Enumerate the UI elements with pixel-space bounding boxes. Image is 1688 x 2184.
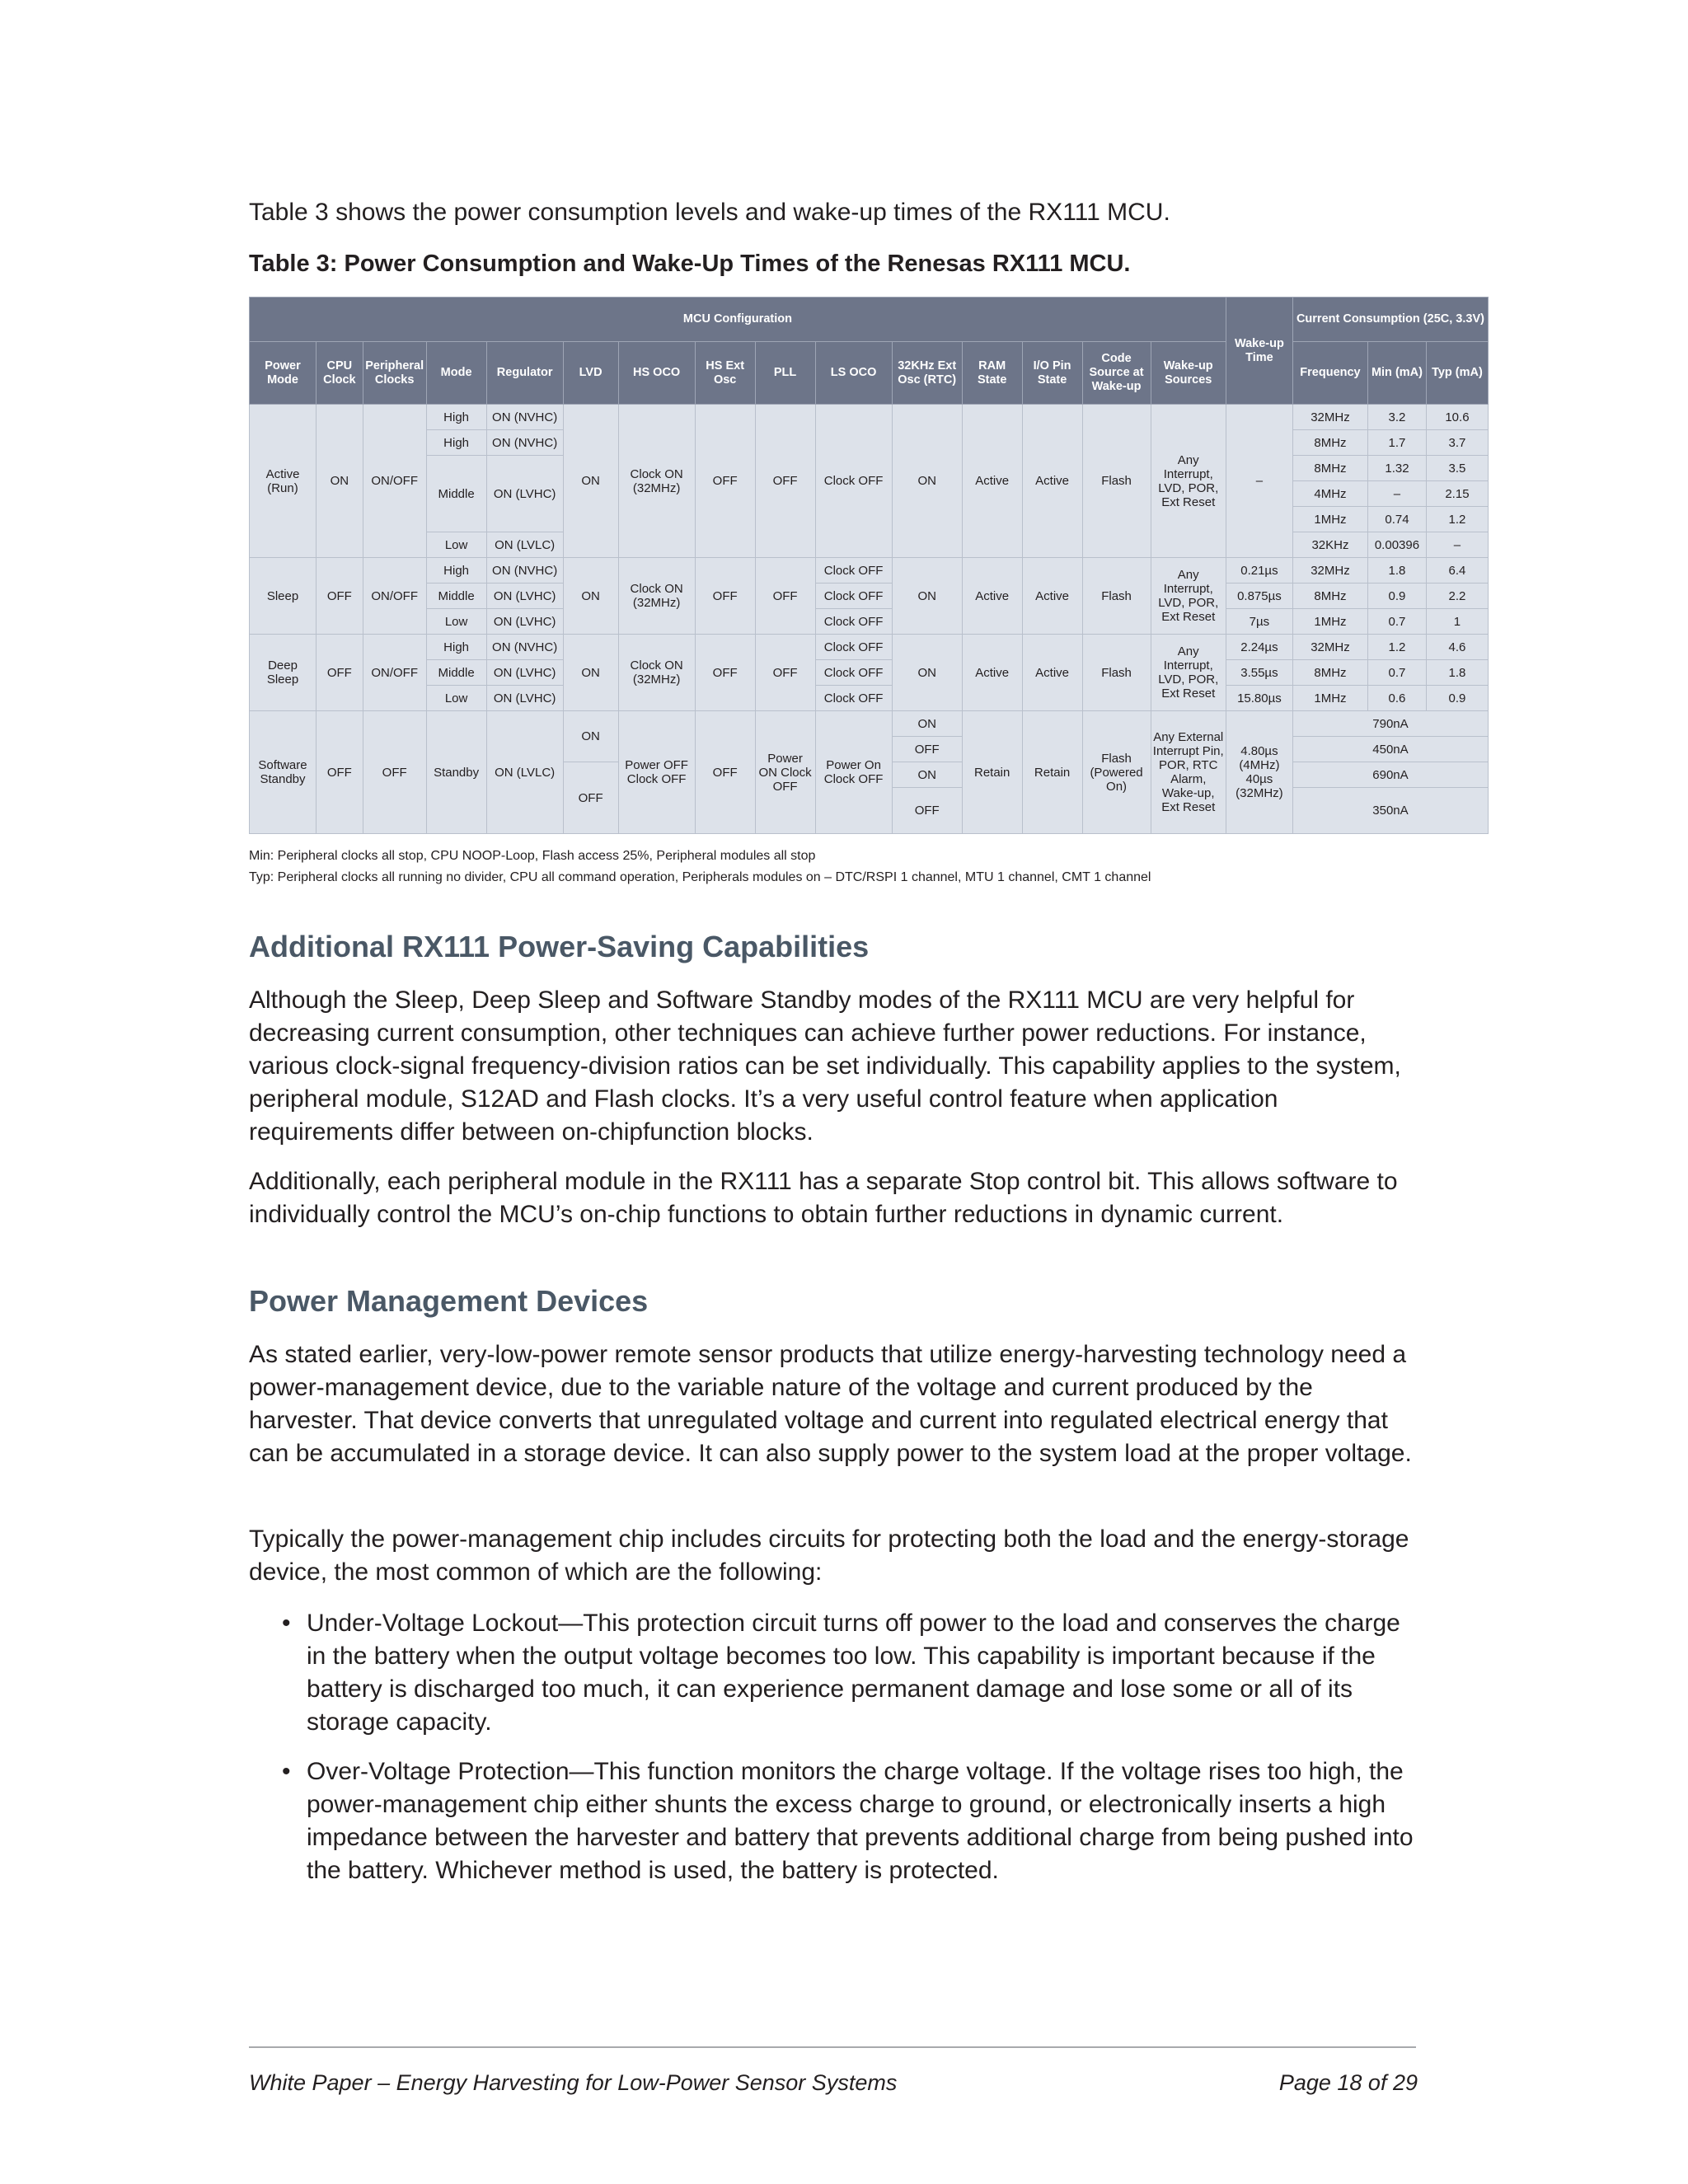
- cell-power-mode: Deep Sleep: [250, 635, 316, 711]
- footer-divider: [249, 2046, 1416, 2048]
- cell-min: 0.7: [1368, 609, 1427, 635]
- bullet-list: [249, 1607, 1419, 1904]
- cell-min: 0.6: [1368, 686, 1427, 711]
- col-header: I/O Pin State: [1022, 342, 1082, 405]
- cell-typ: 10.6: [1426, 405, 1488, 430]
- cell-code-source: Flash: [1082, 405, 1151, 558]
- col-header: Min (mA): [1368, 342, 1427, 405]
- cell-power-mode: Sleep: [250, 558, 316, 635]
- cell-32khz-ext-osc: OFF: [892, 788, 962, 834]
- cell-min: –: [1368, 481, 1427, 507]
- list-item-text: Over-Voltage Protection—This function monitors the charge voltage. If the voltage rises too high, the power-management chip either shunts the excess charge to ground, or electronically inserts a high impedance between the harvester and battery that prevents additional charge from being pushed into the battery. Whichever method is used, the battery is protected.: [307, 1758, 1414, 1884]
- cell-power-mode: Active (Run): [250, 405, 316, 558]
- cell-lvd: ON: [563, 635, 618, 711]
- cell-pll: Power ON Clock OFF: [755, 711, 815, 834]
- cell-ls-oco: Clock OFF: [815, 686, 892, 711]
- cell-power-mode: Software Standby: [250, 711, 316, 834]
- cell-frequency: 8MHz: [1292, 583, 1367, 609]
- cell-wakeup-sources: Any Interrupt, LVD, POR, Ext Reset: [1151, 558, 1226, 635]
- cell-regulator: ON (NVHC): [486, 430, 563, 456]
- cell-mode: High: [426, 430, 486, 456]
- power-consumption-table: [249, 297, 1489, 834]
- cell-min: 1.2: [1368, 635, 1427, 660]
- cell-code-source: Flash: [1082, 558, 1151, 635]
- header-mcu-configuration: MCU Configuration: [250, 298, 1226, 342]
- cell-ls-oco: Clock OFF: [815, 609, 892, 635]
- col-header: Power Mode: [250, 342, 316, 405]
- paragraph: Additionally, each peripheral module in the RX111 has a separate Stop control bit. This allows software to individually control the MCU’s on-chip functions to obtain further reductions in dynamic current.: [249, 1168, 1398, 1228]
- cell-regulator: ON (LVHC): [486, 686, 563, 711]
- table-row: [250, 583, 1489, 609]
- cell-frequency: 4MHz: [1292, 481, 1367, 507]
- cell-typ: 4.6: [1426, 635, 1488, 660]
- cell-32khz-ext-osc: ON: [892, 405, 962, 558]
- section-heading-power-management: Power Management Devices: [249, 1284, 649, 1318]
- list-item-text: Under-Voltage Lockout—This protection circuit turns off power to the load and conserves the charge in the battery when the output voltage becomes too low. This capability is important because if the battery is discharged too much, it can experience permanent damage and lose some or all of its storage capacity.: [307, 1610, 1400, 1736]
- cell-ls-oco: Power On Clock OFF: [815, 711, 892, 834]
- cell-ram-state: Active: [962, 405, 1022, 558]
- cell-min: 0.00396: [1368, 532, 1427, 558]
- cell-wakeup-time: 3.55µs: [1226, 660, 1292, 686]
- cell-current: 690nA: [1292, 762, 1488, 788]
- cell-min: 3.2: [1368, 405, 1427, 430]
- col-header: Frequency: [1292, 342, 1367, 405]
- cell-regulator: ON (NVHC): [486, 558, 563, 583]
- col-header: HS OCO: [618, 342, 695, 405]
- cell-wakeup-time: 15.80µs: [1226, 686, 1292, 711]
- cell-frequency: 1MHz: [1292, 609, 1367, 635]
- cell-32khz-ext-osc: ON: [892, 711, 962, 737]
- list-item: [249, 1607, 1419, 1739]
- cell-32khz-ext-osc: ON: [892, 762, 962, 788]
- cell-wakeup-sources: Any Interrupt, LVD, POR, Ext Reset: [1151, 405, 1226, 558]
- table-note-typ: Typ: Peripheral clocks all running no divider, CPU all command operation, Peripherals modules on – DTC/RSPI 1 channel, MTU 1 channel, CMT 1 channel: [249, 870, 1151, 884]
- cell-current: 790nA: [1292, 711, 1488, 737]
- bullet-icon: •: [282, 1610, 291, 1637]
- cell-ram-state: Retain: [962, 711, 1022, 834]
- cell-regulator: ON (LVHC): [486, 583, 563, 609]
- cell-min: 0.7: [1368, 660, 1427, 686]
- col-header: Wake-up Sources: [1151, 342, 1226, 405]
- cell-min: 1.8: [1368, 558, 1427, 583]
- header-current-consumption: Current Consumption (25C, 3.3V): [1292, 298, 1488, 342]
- cell-peripheral-clocks: ON/OFF: [363, 405, 426, 558]
- col-header: PLL: [755, 342, 815, 405]
- table-notes: [249, 846, 1151, 888]
- cell-mode: Middle: [426, 583, 486, 609]
- cell-mode: High: [426, 558, 486, 583]
- cell-mode: High: [426, 405, 486, 430]
- cell-hs-ext-osc: OFF: [695, 405, 755, 558]
- cell-32khz-ext-osc: ON: [892, 558, 962, 635]
- paragraph: As stated earlier, very-low-power remote sensor products that utilize energy-harvesting technology need a power-management device, due to the variable nature of the voltage and current produced by the harvester. That device converts that unregulated voltage and current into regulated electrical energy that can be accumulated in a storage device. It can also supply power to the system load at the proper voltage.: [249, 1341, 1412, 1467]
- col-header: Code Source at Wake-up: [1082, 342, 1151, 405]
- footer-title: White Paper – Energy Harvesting for Low-Power Sensor Systems: [249, 2070, 898, 2095]
- cell-ls-oco: Clock OFF: [815, 405, 892, 558]
- cell-frequency: 8MHz: [1292, 456, 1367, 481]
- bullet-icon: •: [282, 1758, 291, 1785]
- cell-wakeup-time: –: [1226, 405, 1292, 558]
- power-table-wrapper: [249, 297, 1489, 834]
- cell-regulator: ON (LVLC): [486, 711, 563, 834]
- cell-peripheral-clocks: OFF: [363, 711, 426, 834]
- cell-32khz-ext-osc: ON: [892, 635, 962, 711]
- cell-typ: 1: [1426, 609, 1488, 635]
- cell-frequency: 32MHz: [1292, 635, 1367, 660]
- cell-typ: 2.15: [1426, 481, 1488, 507]
- cell-lvd: ON: [563, 405, 618, 558]
- table-row: [250, 686, 1489, 711]
- cell-ram-state: Active: [962, 635, 1022, 711]
- col-header: HS Ext Osc: [695, 342, 755, 405]
- cell-typ: 3.5: [1426, 456, 1488, 481]
- cell-wakeup-time: 0.21µs: [1226, 558, 1292, 583]
- cell-wakeup-time: 0.875µs: [1226, 583, 1292, 609]
- cell-hs-oco: Clock ON (32MHz): [618, 558, 695, 635]
- cell-frequency: 32MHz: [1292, 558, 1367, 583]
- cell-io-pin-state: Active: [1022, 405, 1082, 558]
- cell-ls-oco: Clock OFF: [815, 635, 892, 660]
- header-wakeup-time: Wake-up Time: [1226, 298, 1292, 405]
- cell-mode: Low: [426, 686, 486, 711]
- section-heading-additional: Additional RX111 Power-Saving Capabilities: [249, 930, 870, 963]
- col-header: Peripheral Clocks: [363, 342, 426, 405]
- cell-io-pin-state: Retain: [1022, 711, 1082, 834]
- cell-mode: Middle: [426, 660, 486, 686]
- cell-io-pin-state: Active: [1022, 635, 1082, 711]
- paragraph: Although the Sleep, Deep Sleep and Software Standby modes of the RX111 MCU are very helpful for decreasing current consumption, other techniques can achieve further power reductions. For instance, various clock-signal frequency-division ratios can be set individually. This capability applies to the system, peripheral module, S12AD and Flash clocks. It’s a very useful control feature when application requirements differ between on-chipfunction blocks.: [249, 987, 1401, 1146]
- cell-wakeup-time: 4.80µs (4MHz) 40µs (32MHz): [1226, 711, 1292, 834]
- cell-hs-ext-osc: OFF: [695, 711, 755, 834]
- table-caption: Table 3: Power Consumption and Wake-Up Times of the Renesas RX111 MCU.: [249, 251, 1131, 277]
- cell-min: 0.9: [1368, 583, 1427, 609]
- table-row: [250, 558, 1489, 583]
- cell-typ: 3.7: [1426, 430, 1488, 456]
- cell-min: 1.32: [1368, 456, 1427, 481]
- cell-mode: Low: [426, 609, 486, 635]
- cell-lvd: ON: [563, 558, 618, 635]
- cell-typ: 2.2: [1426, 583, 1488, 609]
- cell-cpu-clock: OFF: [316, 558, 363, 635]
- cell-wakeup-time: 7µs: [1226, 609, 1292, 635]
- cell-cpu-clock: ON: [316, 405, 363, 558]
- cell-mode: Middle: [426, 456, 486, 532]
- cell-hs-oco: Clock ON (32MHz): [618, 405, 695, 558]
- cell-typ: 1.8: [1426, 660, 1488, 686]
- cell-current: 450nA: [1292, 737, 1488, 762]
- cell-wakeup-sources: Any External Interrupt Pin, POR, RTC Alarm, Wake-up, Ext Reset: [1151, 711, 1226, 834]
- cell-ls-oco: Clock OFF: [815, 660, 892, 686]
- cell-typ: –: [1426, 532, 1488, 558]
- cell-ram-state: Active: [962, 558, 1022, 635]
- cell-lvd: OFF: [563, 762, 618, 834]
- cell-regulator: ON (LVHC): [486, 609, 563, 635]
- intro-text: Table 3 shows the power consumption levels and wake-up times of the RX111 MCU.: [249, 199, 1170, 226]
- cell-peripheral-clocks: ON/OFF: [363, 635, 426, 711]
- table-note-min: Min: Peripheral clocks all stop, CPU NOOP-Loop, Flash access 25%, Peripheral modules all stop: [249, 849, 816, 863]
- cell-hs-oco: Clock ON (32MHz): [618, 635, 695, 711]
- cell-regulator: ON (LVHC): [486, 456, 563, 532]
- table-row: [250, 711, 1489, 737]
- cell-frequency: 1MHz: [1292, 686, 1367, 711]
- col-header: CPU Clock: [316, 342, 363, 405]
- cell-cpu-clock: OFF: [316, 711, 363, 834]
- table-row: [250, 609, 1489, 635]
- cell-frequency: 32MHz: [1292, 405, 1367, 430]
- cell-typ: 6.4: [1426, 558, 1488, 583]
- col-header: RAM State: [962, 342, 1022, 405]
- cell-wakeup-time: 2.24µs: [1226, 635, 1292, 660]
- cell-typ: 1.2: [1426, 507, 1488, 532]
- cell-min: 0.74: [1368, 507, 1427, 532]
- cell-lvd: ON: [563, 711, 618, 762]
- cell-mode: Low: [426, 532, 486, 558]
- table-row: [250, 635, 1489, 660]
- col-header: LS OCO: [815, 342, 892, 405]
- cell-frequency: 8MHz: [1292, 430, 1367, 456]
- cell-peripheral-clocks: ON/OFF: [363, 558, 426, 635]
- cell-io-pin-state: Active: [1022, 558, 1082, 635]
- col-header: Typ (mA): [1426, 342, 1488, 405]
- col-header: 32KHz Ext Osc (RTC): [892, 342, 962, 405]
- cell-pll: OFF: [755, 558, 815, 635]
- cell-regulator: ON (LVHC): [486, 660, 563, 686]
- cell-current: 350nA: [1292, 788, 1488, 834]
- cell-regulator: ON (LVLC): [486, 532, 563, 558]
- cell-frequency: 8MHz: [1292, 660, 1367, 686]
- cell-cpu-clock: OFF: [316, 635, 363, 711]
- cell-regulator: ON (NVHC): [486, 405, 563, 430]
- table-row: [250, 405, 1489, 430]
- cell-typ: 0.9: [1426, 686, 1488, 711]
- cell-frequency: 1MHz: [1292, 507, 1367, 532]
- list-item: [249, 1755, 1419, 1887]
- cell-ls-oco: Clock OFF: [815, 558, 892, 583]
- cell-pll: OFF: [755, 635, 815, 711]
- cell-frequency: 32KHz: [1292, 532, 1367, 558]
- cell-regulator: ON (NVHC): [486, 635, 563, 660]
- cell-code-source: Flash (Powered On): [1082, 711, 1151, 834]
- footer-page-number: Page 18 of 29: [1278, 2070, 1418, 2095]
- paragraph: Typically the power-management chip includes circuits for protecting both the load and the energy-storage device, the most common of which are the following:: [249, 1526, 1409, 1586]
- cell-hs-ext-osc: OFF: [695, 635, 755, 711]
- cell-mode: High: [426, 635, 486, 660]
- cell-mode: Standby: [426, 711, 486, 834]
- col-header: Regulator: [486, 342, 563, 405]
- table-row: [250, 660, 1489, 686]
- cell-wakeup-sources: Any Interrupt, LVD, POR, Ext Reset: [1151, 635, 1226, 711]
- col-header: Mode: [426, 342, 486, 405]
- cell-pll: OFF: [755, 405, 815, 558]
- cell-hs-oco: Power OFF Clock OFF: [618, 711, 695, 834]
- cell-min: 1.7: [1368, 430, 1427, 456]
- cell-32khz-ext-osc: OFF: [892, 737, 962, 762]
- cell-code-source: Flash: [1082, 635, 1151, 711]
- col-header: LVD: [563, 342, 618, 405]
- cell-hs-ext-osc: OFF: [695, 558, 755, 635]
- cell-ls-oco: Clock OFF: [815, 583, 892, 609]
